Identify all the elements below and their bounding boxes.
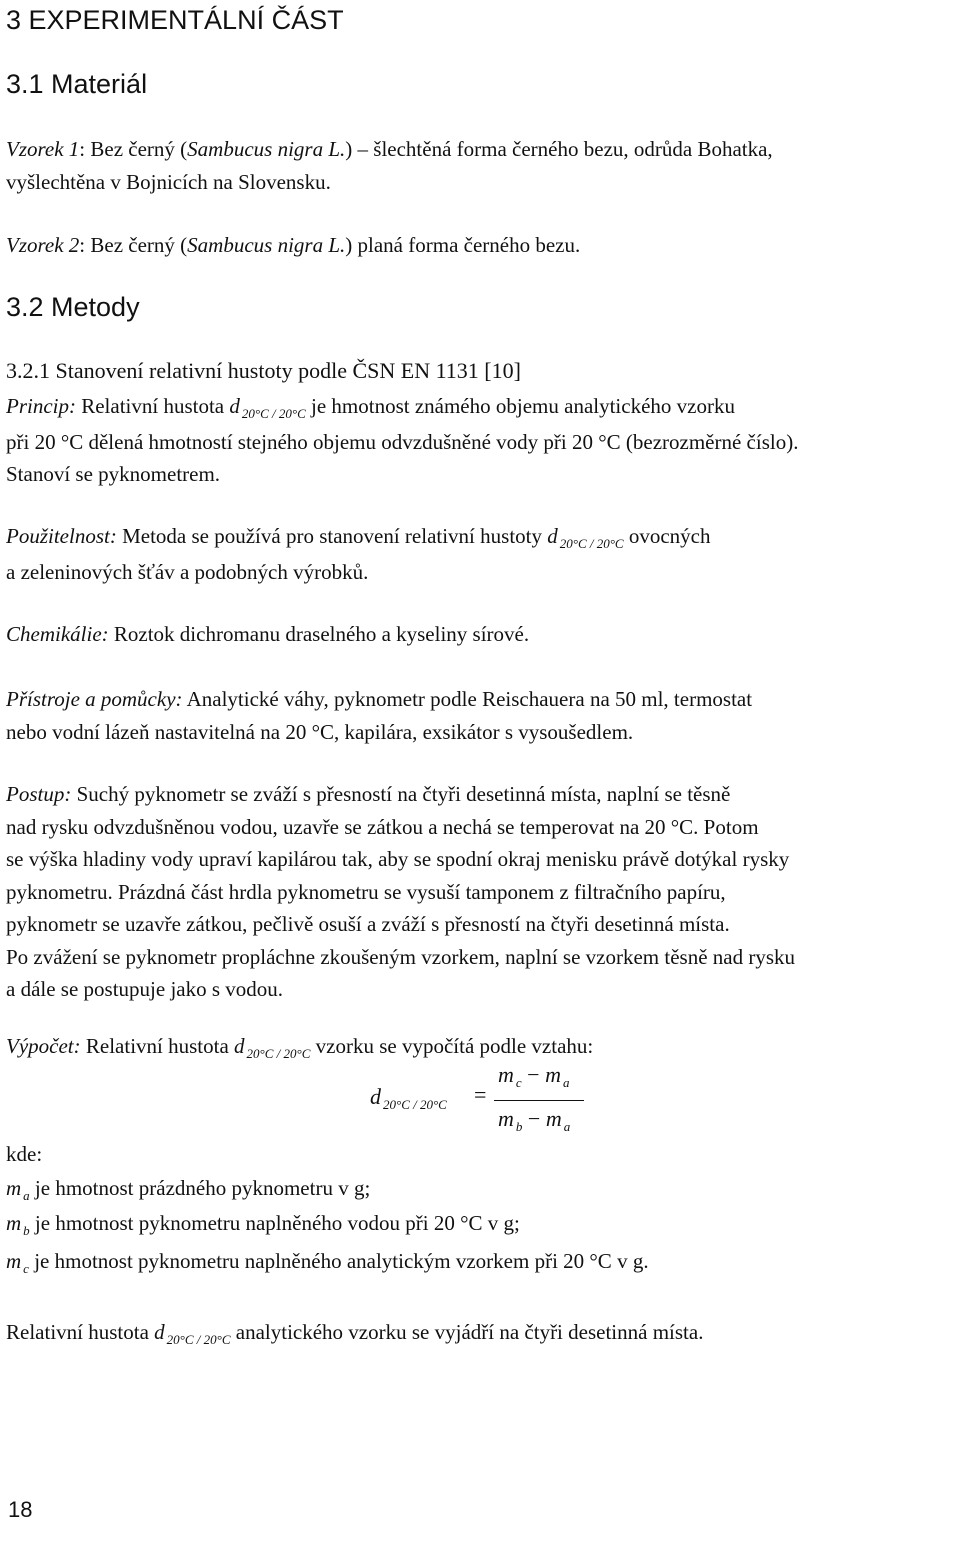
formula-denominator: m $_b$ − m $_a$ — [498, 1106, 571, 1134]
definition-ma: m $_a$ je hmotnost prázdného pyknometru v g; — [6, 1176, 371, 1203]
sample-2-paragraph: Vzorek 2: Bez černý (Sambucus nigra L.) planá forma černého bezu. — [6, 233, 581, 257]
subsection-heading: 3.2.1 Stanovení relativní hustoty podle ČSN EN 1131 [10] — [6, 358, 521, 383]
density-formula: d $_{20^\circ C / 20^\circ C}$ = m $_c$ − m $_a$ m $_b$ − m $_a$ — [370, 1062, 630, 1142]
usability-paragraph: Použitelnost: Metoda se používá pro stanovení relativní hustoty d $_{20^\circ C / 20^\circ C}$ ovocných a zeleninových šťáv a podobných výrobků. — [6, 524, 711, 584]
sample-2-label: Vzorek 2 — [6, 233, 80, 257]
definition-mb: m $_b$ je hmotnost pyknometru naplněného vodou při 20 °C v g; — [6, 1211, 520, 1238]
calculation-paragraph: Výpočet: Relativní hustota d $_{20^\circ C / 20^\circ C}$ vzorku se vypočítá podle vztahu: — [6, 1034, 594, 1061]
procedure-label: Postup: — [6, 782, 72, 806]
definition-mc: m $_c$ je hmotnost pyknometru naplněného analytickým vzorkem při 20 °C v g. — [6, 1249, 649, 1276]
final-paragraph: Relativní hustota d $_{20^\circ C / 20^\circ C}$ analytického vzorku se vyjádří na čtyři desetinná místa. — [6, 1320, 704, 1347]
page-number: 18 — [8, 1497, 33, 1522]
chapter-heading: 3 EXPERIMENTÁLNÍ ČÁST — [6, 5, 344, 35]
principle-label: Princip: — [6, 394, 76, 418]
section-heading-methods: 3.2 Metody — [6, 292, 140, 322]
instruments-label: Přístroje a pomůcky: — [6, 687, 183, 711]
sample-1-label: Vzorek 1 — [6, 137, 80, 161]
usability-label: Použitelnost: — [6, 524, 117, 548]
section-heading-material: 3.1 Materiál — [6, 69, 148, 99]
calculation-label: Výpočet: — [6, 1034, 81, 1058]
formula-numerator: m $_c$ − m $_a$ — [498, 1062, 570, 1090]
procedure-paragraph: Postup: Suchý pyknometr se zváží s přesností na čtyři desetinná místa, naplní se těsně nad rysku odvzdušněnou vodou, uzavře se zátkou a nechá se temperovat na 20 °C. Potom se výška hladiny vody upraví kapilárou tak, aby se spodní okraj menisku právě dotýkal rysky pyknometru. Prázdná část hrdla pyknometru se vysuší tamponem z filtračního papíru, pyknometr se uzavře zátkou, pečlivě osuší a zváží s přesností na čtyři desetinná místa. Po zvážení se pyknometr propláchne zkoušeným vzorkem, naplní se vzorkem těsně nad rysku a dále se postupuje jako s vodou. — [6, 782, 796, 1001]
fraction-bar — [494, 1100, 584, 1101]
chemicals-paragraph: Chemikálie: Roztok dichromanu draselného a kyseliny sírové. — [6, 622, 530, 646]
chemicals-label: Chemikálie: — [6, 622, 109, 646]
instruments-paragraph: Přístroje a pomůcky: Analytické váhy, pyknometr podle Reischauera na 50 ml, termostat nebo vodní lázeň nastavitelná na 20 °C, kapilára, exsikátor s vysoušedlem. — [6, 687, 753, 744]
principle-paragraph: Princip: Relativní hustota d $_{20^\circ C / 20^\circ C}$ je hmotnost známého objemu analytického vzorku při 20 °C dělená hmotností stejného objemu odvzdušněné vody při 20 °C (bezrozměrné číslo). Stanoví se pyknometrem. — [6, 394, 799, 486]
where-label: kde: — [6, 1142, 43, 1166]
sample-1-paragraph: Vzorek 1: Bez černý (Sambucus nigra L.) – šlechtěná forma černého bezu, odrůda Bohatka, vyšlechtěna v Bojnicích na Slovensku. — [6, 137, 773, 194]
